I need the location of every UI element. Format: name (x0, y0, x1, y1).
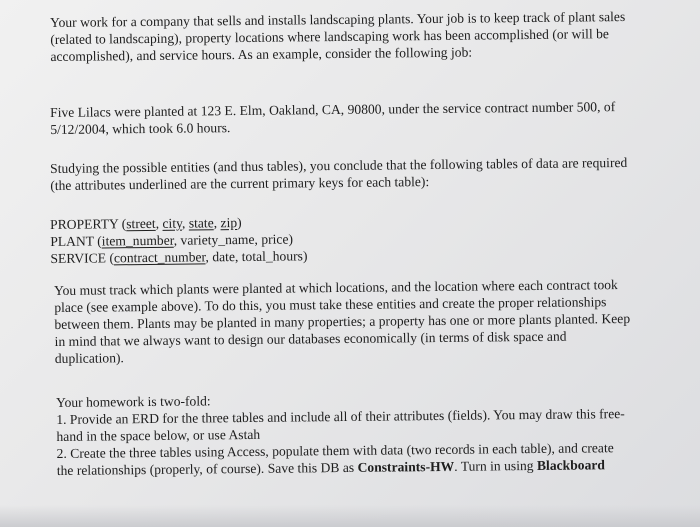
track-text: You must track which plants were planted at which locations, and the location where each contract took place (see example above). To do this, you must take these entities and create the proper relationships between them. Plants may be planted in many properties; a property has one or more plants planted. Keep in mind that we always want to design our databases economically (in terms of disk space and duplication). (54, 277, 631, 366)
property-table-name: PROPERTY (50, 216, 119, 232)
example-paragraph (50, 98, 630, 138)
table-definitions (50, 210, 631, 267)
property-table-line: PROPERTY (street, city, state, zip) (50, 214, 242, 232)
database-name: Constraints-HW (357, 458, 455, 475)
submission-platform: Blackboard (536, 457, 606, 473)
study-paragraph (50, 154, 630, 194)
service-table-rest: , date, total_hours) (205, 248, 308, 265)
plant-table-name: PLANT (50, 233, 94, 249)
service-table-line: SERVICE (contract_number, date, total_hours) (50, 248, 308, 266)
service-table-name: SERVICE (50, 250, 107, 266)
property-key-city: city (162, 215, 183, 231)
page-bottom-shadow (0, 505, 700, 527)
homework-item-1: 1. Provide an ERD for the three tables and include all of their attributes (fields). You may draw this free-hand in the space below, or use Astah (56, 406, 625, 444)
homework-item-2-text: 2. Create the three tables using Access, populate them with data (two records in each table), and create the relationships (properly, of course). Save this DB as (56, 440, 614, 478)
service-key-contract-number: contract_number (113, 249, 206, 266)
homework-heading: Your homework is two-fold: (56, 393, 211, 410)
track-paragraph (54, 276, 631, 367)
homework-item-2-mid: . Turn in using (454, 457, 538, 474)
homework-item-2 (57, 439, 631, 479)
intro-paragraph (50, 8, 631, 65)
property-key-zip: zip (220, 215, 238, 231)
plant-table-line: PLANT (item_number, variety_name, price) (50, 231, 294, 249)
study-text: Studying the possible entities (and thus tables), you conclude that the following tables of data are required (the attributes underlined are the current primary keys for each table): (50, 154, 628, 193)
example-text: Five Lilacs were planted at 123 E. Elm, Oakland, CA, 90800, under the service contract number 500, of 5/12/2004, which took 6.0 hours. (50, 99, 616, 137)
homework-section (56, 388, 631, 479)
plant-key-item-number: item_number (101, 232, 174, 249)
intro-text: Your work for a company that sells and installs landscaping plants. Your job is to keep track of plant sales (related to landscaping), property locations where landscaping work has been accomplished (or will be accomplished), and service hours. As an example, consider the following job: (50, 8, 626, 64)
property-key-street: street (126, 215, 156, 232)
plant-table-rest: , variety_name, price) (173, 231, 294, 248)
property-key-state: state (188, 215, 214, 231)
